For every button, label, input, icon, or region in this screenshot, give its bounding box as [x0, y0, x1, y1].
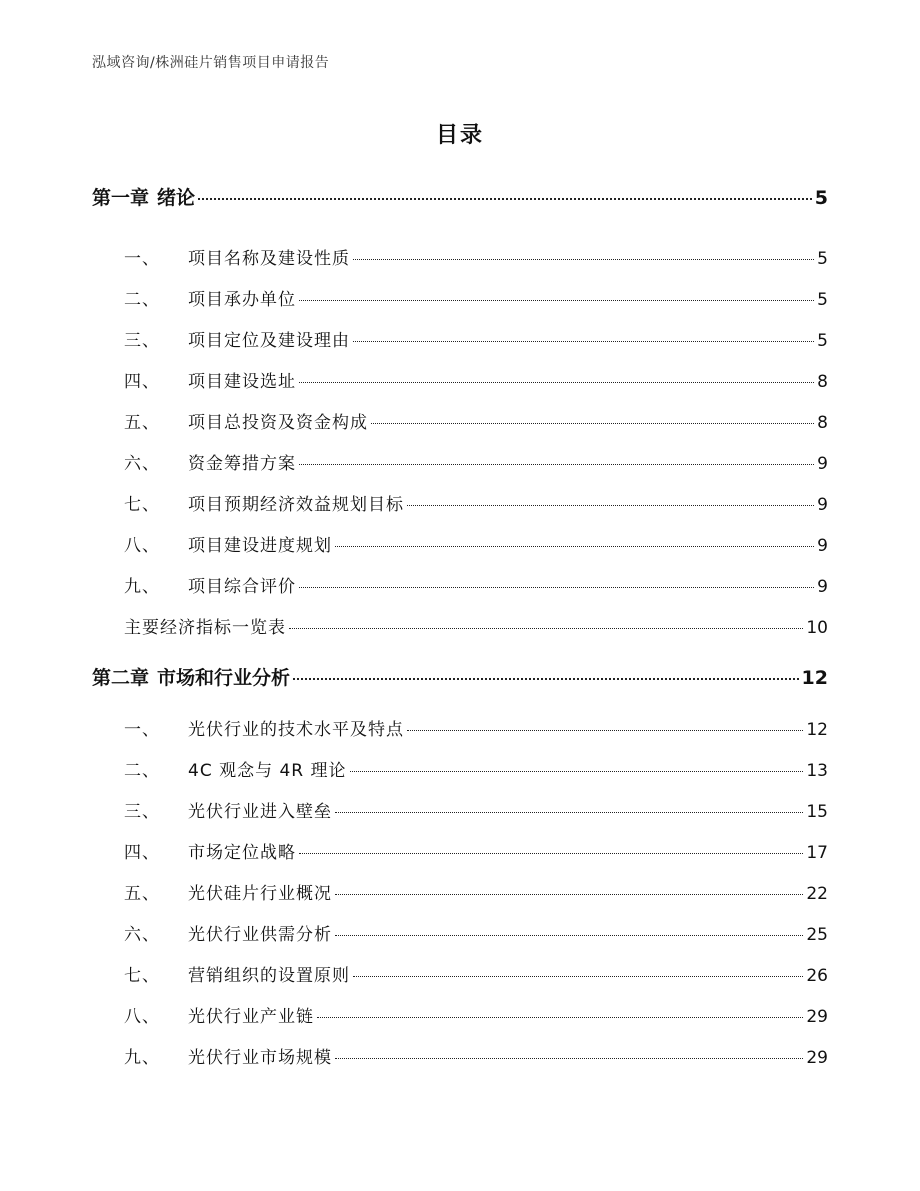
toc-section-entry[interactable]: [124, 449, 828, 474]
toc-entry-number: 六、: [124, 454, 160, 474]
toc-dot-leader: [353, 259, 814, 260]
toc-page-number: 9: [817, 495, 828, 515]
toc-entry-label: [124, 285, 296, 310]
toc-title: 目录: [435, 123, 484, 148]
toc-entry-text: 光伏行业市场规模: [188, 1048, 332, 1068]
toc-section-entry[interactable]: [124, 920, 828, 945]
toc-page-number: 15: [806, 802, 828, 822]
toc-page-number: 13: [806, 761, 828, 781]
toc-section-entry[interactable]: [124, 408, 828, 433]
toc-section-entry[interactable]: [124, 572, 828, 597]
toc-entry-label: [124, 1043, 332, 1068]
toc-entry-label: [124, 326, 350, 351]
toc-section-entry[interactable]: [124, 367, 828, 392]
toc-entry-label: [92, 183, 195, 210]
toc-entry-label: [124, 1002, 314, 1027]
toc-page-number: 5: [814, 187, 828, 209]
toc-page-number: 17: [806, 843, 828, 863]
toc-dot-leader: [299, 382, 814, 383]
toc-page-number: 5: [817, 331, 828, 351]
toc-entry-number: 第二章: [92, 667, 150, 689]
toc-entry-label: [124, 797, 332, 822]
toc-dot-leader: [198, 198, 812, 200]
toc-entry-label: [124, 920, 332, 945]
toc-entry-number: 四、: [124, 843, 160, 863]
toc-page-number: 12: [806, 720, 828, 740]
toc-dot-leader: [293, 678, 799, 680]
toc-entry-number: 第一章: [92, 187, 150, 209]
toc-entry-number: 七、: [124, 966, 160, 986]
toc-entry-label: [124, 367, 296, 392]
toc-entry-text: 项目名称及建设性质: [188, 249, 350, 269]
toc-section-entry[interactable]: [124, 613, 828, 638]
toc-entry-label: [124, 244, 350, 269]
toc-entry-label: [124, 961, 350, 986]
toc-entry-text: 项目总投资及资金构成: [188, 413, 368, 433]
toc-section-entry[interactable]: [124, 531, 828, 556]
toc-entry-text: 光伏行业供需分析: [188, 925, 332, 945]
toc-entry-number: 九、: [124, 577, 160, 597]
toc-section-entry[interactable]: [124, 838, 828, 863]
toc-entry-label: [124, 879, 332, 904]
toc-dot-leader: [335, 1058, 803, 1059]
toc-entry-number: 五、: [124, 884, 160, 904]
toc-page-number: 25: [806, 925, 828, 945]
toc-section-entry[interactable]: [124, 285, 828, 310]
toc-page-number: 26: [806, 966, 828, 986]
toc-entry-label: [92, 663, 290, 690]
toc-entry-label: [124, 490, 404, 515]
toc-dot-leader: [299, 300, 814, 301]
toc-entry-text: 资金筹措方案: [188, 454, 296, 474]
toc-entry-label: [124, 572, 296, 597]
toc-entry-text: 市场和行业分析: [157, 667, 291, 689]
toc-page-number: 9: [817, 536, 828, 556]
toc-entry-text: 项目定位及建设理由: [188, 331, 350, 351]
toc-section-entry[interactable]: [124, 490, 828, 515]
toc-page-number: 8: [817, 413, 828, 433]
toc-entry-text: 4C 观念与 4R 理论: [188, 761, 347, 781]
toc-entry-number: 一、: [124, 720, 160, 740]
toc-entry-number: 二、: [124, 290, 160, 310]
toc-entry-number: 一、: [124, 249, 160, 269]
toc-entry-label: [124, 449, 296, 474]
toc-entry-text: 绪论: [157, 187, 196, 209]
toc-entry-number: 九、: [124, 1048, 160, 1068]
toc-section-entry[interactable]: [124, 326, 828, 351]
toc-section-entry[interactable]: [124, 797, 828, 822]
toc-entry-text: 光伏行业进入壁垒: [188, 802, 332, 822]
toc-page-number: 12: [801, 667, 828, 689]
toc-page-number: 5: [817, 249, 828, 269]
toc-entry-number: 二、: [124, 761, 160, 781]
toc-chapter-entry[interactable]: [92, 183, 828, 210]
toc-entry-text: 光伏行业的技术水平及特点: [188, 720, 404, 740]
toc-entry-text: 项目建设进度规划: [188, 536, 332, 556]
toc-chapter-entry[interactable]: [92, 663, 828, 690]
toc-dot-leader: [335, 935, 803, 936]
toc-section-entry[interactable]: [124, 1002, 828, 1027]
toc-entry-label: [124, 715, 404, 740]
toc-page-number: 10: [806, 618, 828, 638]
toc-entry-number: 八、: [124, 536, 160, 556]
toc-page-number: 5: [817, 290, 828, 310]
toc-dot-leader: [407, 505, 814, 506]
toc-entry-label: [124, 531, 332, 556]
toc-page-number: 29: [806, 1007, 828, 1027]
toc-dot-leader: [371, 423, 814, 424]
toc-section-entry[interactable]: [124, 715, 828, 740]
toc-entry-text: 项目承办单位: [188, 290, 296, 310]
toc-entry-text: 项目预期经济效益规划目标: [188, 495, 404, 515]
toc-entry-number: 三、: [124, 802, 160, 822]
toc-section-entry[interactable]: [124, 961, 828, 986]
toc-dot-leader: [335, 812, 803, 813]
running-header: 泓域咨询/株洲硅片销售项目申请报告: [92, 55, 330, 71]
toc-dot-leader: [350, 771, 804, 772]
toc-page-number: 9: [817, 454, 828, 474]
toc-dot-leader: [335, 546, 814, 547]
toc-dot-leader: [353, 341, 814, 342]
toc-entry-number: 六、: [124, 925, 160, 945]
toc-entry-text: 项目综合评价: [188, 577, 296, 597]
toc-entry-number: 三、: [124, 331, 160, 351]
toc-section-entry[interactable]: [124, 879, 828, 904]
toc-entry-text: 光伏硅片行业概况: [188, 884, 332, 904]
toc-entry-label: [124, 838, 296, 863]
toc-page-number: 9: [817, 577, 828, 597]
toc-dot-leader: [353, 976, 803, 977]
toc-entry-number: 八、: [124, 1007, 160, 1027]
toc-dot-leader: [335, 894, 803, 895]
toc-dot-leader: [299, 853, 803, 854]
toc-entry-text: 项目建设选址: [188, 372, 296, 392]
toc-entry-text: 光伏行业产业链: [188, 1007, 314, 1027]
toc-dot-leader: [289, 628, 803, 629]
toc-dot-leader: [299, 464, 814, 465]
toc-entry-number: 七、: [124, 495, 160, 515]
toc-entry-label: [124, 408, 368, 433]
toc-page-number: 8: [817, 372, 828, 392]
toc-section-entry[interactable]: [124, 756, 828, 781]
toc-entry-text: 市场定位战略: [188, 843, 296, 863]
toc-entry-label: [124, 613, 286, 638]
toc-dot-leader: [299, 587, 814, 588]
toc-section-entry[interactable]: [124, 1043, 828, 1068]
toc-page-number: 22: [806, 884, 828, 904]
toc-dot-leader: [317, 1017, 803, 1018]
toc-entry-number: 四、: [124, 372, 160, 392]
toc-entry-number: 五、: [124, 413, 160, 433]
toc-entry-text: 营销组织的设置原则: [188, 966, 350, 986]
toc-section-entry[interactable]: [124, 244, 828, 269]
toc-page-number: 29: [806, 1048, 828, 1068]
toc-dot-leader: [407, 730, 803, 731]
toc-entry-label: [124, 756, 347, 781]
toc-entry-text: 主要经济指标一览表: [124, 618, 286, 638]
